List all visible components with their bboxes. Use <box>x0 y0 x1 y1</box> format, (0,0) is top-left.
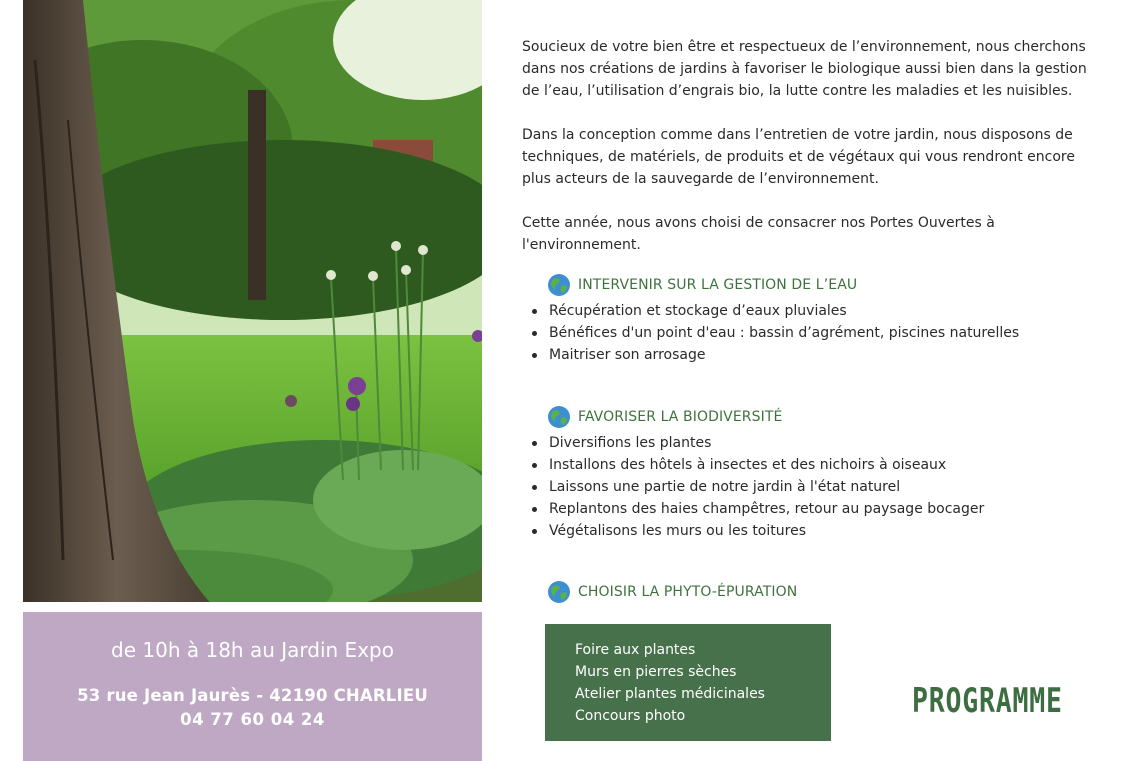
event-info-box <box>23 612 482 761</box>
section-list-water <box>532 300 1019 366</box>
section-title: INTERVENIR SUR LA GESTION DE L’EAU <box>578 277 858 293</box>
list-item: Bénéfices d'un point d'eau : bassin d’agrément, piscines naturelles <box>532 322 1019 344</box>
list-item: Installons des hôtels à insectes et des nichoirs à oiseaux <box>532 454 984 476</box>
intro-paragraph: Cette année, nous avons choisi de consacrer nos Portes Ouvertes à l'environnement. <box>522 215 995 253</box>
event-phone: 04 77 60 04 24 <box>180 710 325 729</box>
event-address: 53 rue Jean Jaurès - 42190 CHARLIEU <box>77 686 428 705</box>
list-item: Replantons des haies champêtres, retour au paysage bocager <box>532 498 984 520</box>
event-hours: de 10h à 18h au Jardin Expo <box>111 638 394 662</box>
intro-paragraph: Soucieux de votre bien être et respectueux de l’environnement, nous cherchons dans nos créations de jardins à favoriser le biologique aussi bien dans la gestion de l’eau, l’utilisation d’engrais bio, la lutte contre les maladies et les nuisibles. <box>522 39 1087 99</box>
globe-icon <box>547 273 571 297</box>
program-item: Foire aux plantes <box>575 642 696 658</box>
globe-icon <box>547 405 571 429</box>
section-heading-phyto <box>547 580 797 604</box>
section-list-biodiversity <box>532 432 984 542</box>
garden-photo <box>23 0 482 606</box>
list-item: Maitriser son arrosage <box>532 344 1019 366</box>
intro-paragraph: Dans la conception comme dans l’entretien de votre jardin, nous disposons de techniques, de matériels, de produits et de végétaux qui vous rendront encore plus acteurs de la sauvegarde de l’environnement. <box>522 127 1075 187</box>
program-item: Murs en pierres sèches <box>575 664 737 680</box>
list-item: Laissons une partie de notre jardin à l'état naturel <box>532 476 984 498</box>
section-heading-water <box>547 273 857 297</box>
program-item: Atelier plantes médicinales <box>575 686 765 702</box>
intro-text <box>522 36 1092 278</box>
section-title: FAVORISER LA BIODIVERSITÉ <box>578 409 783 425</box>
section-title: CHOISIR LA PHYTO-ÉPURATION <box>578 584 798 600</box>
program-box <box>545 624 831 741</box>
programme-heading: PROGRAMME <box>912 681 1063 721</box>
list-item: Végétalisons les murs ou les toitures <box>532 520 984 542</box>
program-item: Concours photo <box>575 708 686 724</box>
section-heading-biodiversity <box>547 405 782 429</box>
list-item: Récupération et stockage d’eaux pluviales <box>532 300 1019 322</box>
list-item: Diversifions les plantes <box>532 432 984 454</box>
globe-icon <box>547 580 571 604</box>
